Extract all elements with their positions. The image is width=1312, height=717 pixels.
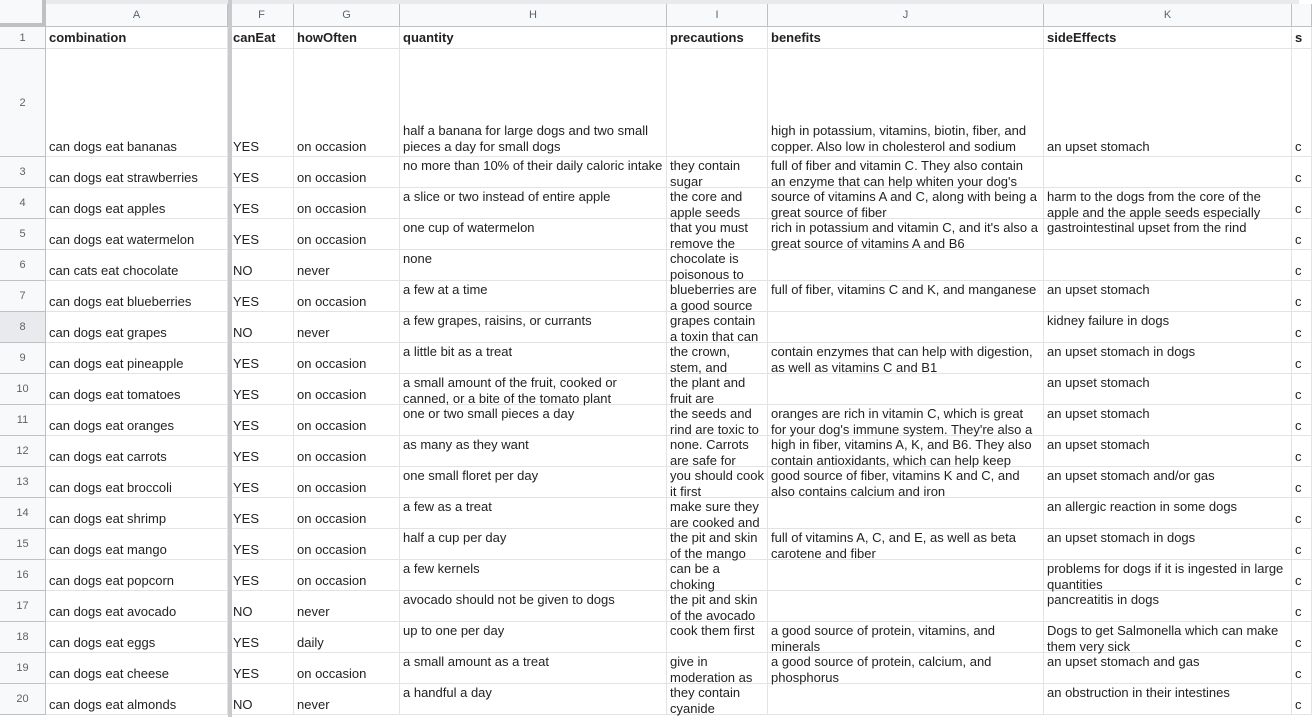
cell-caneat[interactable]: YES (230, 622, 294, 653)
cell-s[interactable]: c (1292, 374, 1312, 405)
cell-howoften[interactable]: on occasion (294, 498, 400, 529)
cell-s[interactable]: c (1292, 436, 1312, 467)
row-header-8[interactable] (0, 312, 46, 343)
cell-sideeffects[interactable]: an upset stomach (1044, 436, 1292, 467)
cell-caneat[interactable]: YES (230, 281, 294, 312)
cell-quantity[interactable]: as many as they want (400, 436, 667, 467)
cell-combination[interactable]: can dogs eat shrimp (46, 498, 228, 529)
cell-benefits[interactable] (768, 684, 1044, 715)
cell-caneat[interactable]: YES (230, 188, 294, 219)
cell-s[interactable]: c (1292, 343, 1312, 374)
cell-caneat[interactable]: YES (230, 49, 294, 157)
row-number: 10 (16, 383, 29, 395)
row-number: 18 (16, 631, 29, 643)
cell-s[interactable]: c (1292, 188, 1312, 219)
row-number: 5 (19, 228, 26, 240)
cell-caneat[interactable]: YES (230, 467, 294, 498)
cell-combination[interactable]: can cats eat chocolate (46, 250, 228, 281)
cell-caneat[interactable]: YES (230, 560, 294, 591)
cell-s[interactable]: c (1292, 312, 1312, 343)
cell-caneat[interactable]: NO (230, 591, 294, 622)
row-header-14[interactable] (0, 498, 46, 529)
cell-sideeffects[interactable]: gastrointestinal upset from the rind (1044, 219, 1292, 250)
row-header-7[interactable] (0, 281, 46, 312)
cell-benefits[interactable]: full of vitamins A, C, and E, as well as beta carotene and fiber (768, 529, 1044, 560)
cell-benefits[interactable]: high in potassium, vitamins, biotin, fiber, and copper. Also low in cholesterol and sodium (768, 49, 1044, 157)
cell-sideeffects[interactable]: Dogs to get Salmonella which can make them very sick (1044, 622, 1292, 653)
cell-benefits[interactable]: good source of fiber, vitamins K and C, and also contains calcium and iron (768, 467, 1044, 498)
row-header-17[interactable] (0, 591, 46, 622)
row-number: 8 (19, 321, 26, 333)
cell-precautions[interactable]: they contain cyanide (667, 684, 768, 715)
cell-caneat[interactable]: YES (230, 405, 294, 436)
cell-quantity[interactable]: a few grapes, raisins, or currants (400, 312, 667, 343)
row-header-10[interactable] (0, 374, 46, 405)
cell-s[interactable]: c (1292, 560, 1312, 591)
cell-howoften[interactable]: never (294, 250, 400, 281)
cell-sideeffects[interactable]: an upset stomach and/or gas (1044, 467, 1292, 498)
cell-s[interactable]: c (1292, 49, 1312, 157)
cell-sideeffects[interactable]: an upset stomach (1044, 374, 1292, 405)
cell-benefits[interactable]: a good source of protein, vitamins, and minerals (768, 622, 1044, 653)
cell-sideeffects[interactable]: problems for dogs if it is ingested in large quantities (1044, 560, 1292, 591)
cell-combination[interactable]: can dogs eat mango (46, 529, 228, 560)
column-header-j[interactable]: J (768, 4, 1044, 27)
header-cell-combination[interactable]: combination (46, 27, 228, 49)
cell-howoften[interactable]: on occasion (294, 653, 400, 684)
cell-benefits[interactable] (768, 312, 1044, 343)
cell-combination[interactable]: can dogs eat carrots (46, 436, 228, 467)
row-number: 19 (16, 662, 29, 674)
cell-quantity[interactable]: half a cup per day (400, 529, 667, 560)
row-header-2[interactable] (0, 49, 46, 157)
cell-quantity[interactable]: a handful a day (400, 684, 667, 715)
cell-s[interactable]: c (1292, 157, 1312, 188)
cell-quantity[interactable]: a little bit as a treat (400, 343, 667, 374)
cell-caneat[interactable]: YES (230, 374, 294, 405)
row-number: 4 (19, 197, 26, 209)
cell-quantity[interactable]: a small amount as a treat (400, 653, 667, 684)
row-number: 11 (16, 414, 29, 426)
column-header-next[interactable] (1292, 4, 1312, 27)
cell-quantity[interactable]: none (400, 250, 667, 281)
cell-sideeffects[interactable] (1044, 157, 1292, 188)
cell-benefits[interactable]: oranges are rich in vitamin C, which is great for your dog's immune system. They're also a (768, 405, 1044, 436)
row-header-5[interactable] (0, 219, 46, 250)
row-header-4[interactable] (0, 188, 46, 219)
cell-precautions[interactable]: the pit and skin of the avocado (667, 591, 768, 622)
cell-combination[interactable]: can dogs eat tomatoes (46, 374, 228, 405)
cell-precautions[interactable]: they contain sugar (667, 157, 768, 188)
header-cell-benefits[interactable]: benefits (768, 27, 1044, 49)
cell-benefits[interactable]: rich in potassium and vitamin C, and it's also a great source of vitamins A and B6 (768, 219, 1044, 250)
cell-quantity[interactable]: one or two small pieces a day (400, 405, 667, 436)
row-number: 14 (16, 507, 29, 519)
row-header-16[interactable] (0, 560, 46, 591)
cell-sideeffects[interactable]: an obstruction in their intestines (1044, 684, 1292, 715)
cell-sideeffects[interactable]: an upset stomach (1044, 49, 1292, 157)
cell-s[interactable]: c (1292, 622, 1312, 653)
cell-precautions[interactable]: make sure they are cooked and (667, 498, 768, 529)
row-header-13[interactable] (0, 467, 46, 498)
cell-benefits[interactable] (768, 498, 1044, 529)
cell-sideeffects[interactable]: an upset stomach (1044, 405, 1292, 436)
cell-benefits[interactable]: full of fiber, vitamins C and K, and manganese (768, 281, 1044, 312)
cell-s[interactable]: c (1292, 529, 1312, 560)
cell-s[interactable]: c (1292, 591, 1312, 622)
cell-s[interactable]: c (1292, 684, 1312, 715)
cell-caneat[interactable]: YES (230, 529, 294, 560)
row-header-3[interactable] (0, 157, 46, 188)
cell-precautions[interactable]: chocolate is poisonous to (667, 250, 768, 281)
cell-benefits[interactable] (768, 374, 1044, 405)
cell-combination[interactable]: can dogs eat popcorn (46, 560, 228, 591)
cell-quantity[interactable]: a few at a time (400, 281, 667, 312)
cell-sideeffects[interactable]: pancreatitis in dogs (1044, 591, 1292, 622)
cell-howoften[interactable]: on occasion (294, 49, 400, 157)
row-number: 16 (16, 569, 29, 581)
cell-quantity[interactable]: one cup of watermelon (400, 219, 667, 250)
cell-howoften[interactable]: on occasion (294, 188, 400, 219)
cell-benefits[interactable]: source of vitamins A and C, along with being a great source of fiber (768, 188, 1044, 219)
row-header-12[interactable] (0, 436, 46, 467)
row-number: 1 (19, 31, 26, 44)
cell-precautions[interactable]: cook them first (667, 622, 768, 653)
row-number: 7 (19, 290, 26, 302)
row-header-6[interactable] (0, 250, 46, 281)
cell-precautions[interactable]: can be a choking (667, 560, 768, 591)
frozen-column-divider[interactable] (228, 0, 232, 717)
cell-precautions[interactable]: the plant and fruit are (667, 374, 768, 405)
cell-howoften[interactable]: on occasion (294, 405, 400, 436)
row-header-9[interactable] (0, 343, 46, 374)
cell-combination[interactable]: can dogs eat watermelon (46, 219, 228, 250)
cell-benefits[interactable] (768, 250, 1044, 281)
cell-precautions[interactable]: the crown, stem, and (667, 343, 768, 374)
cell-precautions[interactable]: the pit and skin of the mango (667, 529, 768, 560)
cell-s[interactable]: c (1292, 653, 1312, 684)
cell-quantity[interactable]: up to one per day (400, 622, 667, 653)
cell-combination[interactable]: can dogs eat grapes (46, 312, 228, 343)
cell-caneat[interactable]: YES (230, 219, 294, 250)
cell-howoften[interactable]: never (294, 312, 400, 343)
cell-combination[interactable]: can dogs eat pineapple (46, 343, 228, 374)
cell-caneat[interactable]: NO (230, 312, 294, 343)
row-number: 15 (16, 538, 29, 550)
select-all-corner[interactable] (0, 0, 46, 27)
cell-quantity[interactable]: one small floret per day (400, 467, 667, 498)
cell-benefits[interactable] (768, 591, 1044, 622)
cell-sideeffects[interactable]: an upset stomach (1044, 281, 1292, 312)
cell-quantity[interactable]: a few as a treat (400, 498, 667, 529)
cell-precautions[interactable]: that you must remove the (667, 219, 768, 250)
column-header-h[interactable]: H (400, 4, 667, 27)
row-header-1[interactable] (0, 27, 46, 49)
cell-s[interactable]: c (1292, 281, 1312, 312)
cell-benefits[interactable]: high in fiber, vitamins A, K, and B6. They also contain antioxidants, which can help keep (768, 436, 1044, 467)
row-header-19[interactable] (0, 653, 46, 684)
cell-combination[interactable]: can dogs eat cheese (46, 653, 228, 684)
header-cell-howoften[interactable]: howOften (294, 27, 400, 49)
cell-caneat[interactable]: YES (230, 157, 294, 188)
cell-quantity[interactable]: half a banana for large dogs and two small pieces a day for small dogs (400, 49, 667, 157)
cell-quantity[interactable]: no more than 10% of their daily caloric intake (400, 157, 667, 188)
cell-benefits[interactable]: a good source of protein, calcium, and phosphorus (768, 653, 1044, 684)
cell-precautions[interactable]: none. Carrots are safe for (667, 436, 768, 467)
cell-s[interactable]: c (1292, 467, 1312, 498)
header-cell-caneat[interactable]: canEat (230, 27, 294, 49)
cell-howoften[interactable]: daily (294, 622, 400, 653)
header-cell-sideeffects[interactable]: sideEffects (1044, 27, 1292, 49)
cell-combination[interactable]: can dogs eat bananas (46, 49, 228, 157)
cell-combination[interactable]: can dogs eat broccoli (46, 467, 228, 498)
cell-caneat[interactable]: YES (230, 498, 294, 529)
cell-precautions[interactable]: you should cook it first (667, 467, 768, 498)
column-header-k[interactable]: K (1044, 4, 1292, 27)
cell-quantity[interactable]: a few kernels (400, 560, 667, 591)
cell-combination[interactable]: can dogs eat apples (46, 188, 228, 219)
cell-caneat[interactable]: NO (230, 250, 294, 281)
cell-benefits[interactable]: full of fiber and vitamin C. They also contain an enzyme that can help whiten your dog's (768, 157, 1044, 188)
row-number: 12 (16, 445, 29, 457)
cell-caneat[interactable]: YES (230, 653, 294, 684)
cell-quantity[interactable]: a small amount of the fruit, cooked or canned, or a bite of the tomato plant (400, 374, 667, 405)
cell-howoften[interactable]: on occasion (294, 529, 400, 560)
cell-howoften[interactable]: on occasion (294, 343, 400, 374)
column-header-f[interactable]: F (230, 4, 294, 27)
header-cell-precautions[interactable]: precautions (667, 27, 768, 49)
cell-combination[interactable]: can dogs eat avocado (46, 591, 228, 622)
cell-quantity[interactable]: a slice or two instead of entire apple (400, 188, 667, 219)
cell-s[interactable]: c (1292, 498, 1312, 529)
cell-precautions[interactable] (667, 49, 768, 157)
cell-benefits[interactable] (768, 560, 1044, 591)
row-header-11[interactable] (0, 405, 46, 436)
cell-howoften[interactable]: on occasion (294, 560, 400, 591)
cell-precautions[interactable]: grapes contain a toxin that can (667, 312, 768, 343)
row-number: 20 (16, 693, 29, 705)
row-number: 9 (19, 352, 26, 364)
cell-caneat[interactable]: YES (230, 343, 294, 374)
cell-combination[interactable]: can dogs eat oranges (46, 405, 228, 436)
row-header-15[interactable] (0, 529, 46, 560)
cell-sideeffects[interactable] (1044, 250, 1292, 281)
cell-howoften[interactable]: on occasion (294, 467, 400, 498)
cell-precautions[interactable]: the seeds and rind are toxic to (667, 405, 768, 436)
cell-howoften[interactable]: on occasion (294, 436, 400, 467)
cell-howoften[interactable]: on occasion (294, 281, 400, 312)
row-header-20[interactable] (0, 684, 46, 715)
column-header-g[interactable]: G (294, 4, 400, 27)
cell-sideeffects[interactable]: an upset stomach and gas (1044, 653, 1292, 684)
cell-s[interactable]: c (1292, 405, 1312, 436)
cell-sideeffects[interactable]: an upset stomach in dogs (1044, 343, 1292, 374)
cell-combination[interactable]: can dogs eat strawberries (46, 157, 228, 188)
cell-howoften[interactable]: on occasion (294, 374, 400, 405)
row-number: 6 (19, 259, 26, 271)
column-header-i[interactable]: I (667, 4, 768, 27)
row-number: 13 (16, 476, 29, 488)
header-cell-quantity[interactable]: quantity (400, 27, 667, 49)
cell-howoften[interactable]: never (294, 591, 400, 622)
cell-precautions[interactable]: blueberries are a good source (667, 281, 768, 312)
row-header-18[interactable] (0, 622, 46, 653)
cell-howoften[interactable]: on occasion (294, 219, 400, 250)
cell-sideeffects[interactable]: an upset stomach in dogs (1044, 529, 1292, 560)
column-header-a[interactable]: A (46, 4, 228, 27)
row-number: 17 (16, 600, 29, 612)
row-number: 3 (19, 166, 26, 178)
cell-quantity[interactable]: avocado should not be given to dogs (400, 591, 667, 622)
cell-sideeffects[interactable]: harm to the dogs from the core of the apple and the apple seeds especially (1044, 188, 1292, 219)
row-number: 2 (19, 96, 26, 109)
cell-combination[interactable]: can dogs eat blueberries (46, 281, 228, 312)
cell-sideeffects[interactable]: an allergic reaction in some dogs (1044, 498, 1292, 529)
cell-precautions[interactable]: give in moderation as (667, 653, 768, 684)
cell-howoften[interactable]: on occasion (294, 157, 400, 188)
header-cell-s[interactable]: s (1292, 27, 1312, 49)
cell-s[interactable]: c (1292, 250, 1312, 281)
cell-howoften[interactable]: never (294, 684, 400, 715)
cell-benefits[interactable]: contain enzymes that can help with digestion, as well as vitamins C and B1 (768, 343, 1044, 374)
cell-combination[interactable]: can dogs eat eggs (46, 622, 228, 653)
cell-precautions[interactable]: the core and apple seeds (667, 188, 768, 219)
cell-caneat[interactable]: YES (230, 436, 294, 467)
cell-sideeffects[interactable]: kidney failure in dogs (1044, 312, 1292, 343)
cell-combination[interactable]: can dogs eat almonds (46, 684, 228, 715)
cell-s[interactable]: c (1292, 219, 1312, 250)
cell-caneat[interactable]: NO (230, 684, 294, 715)
